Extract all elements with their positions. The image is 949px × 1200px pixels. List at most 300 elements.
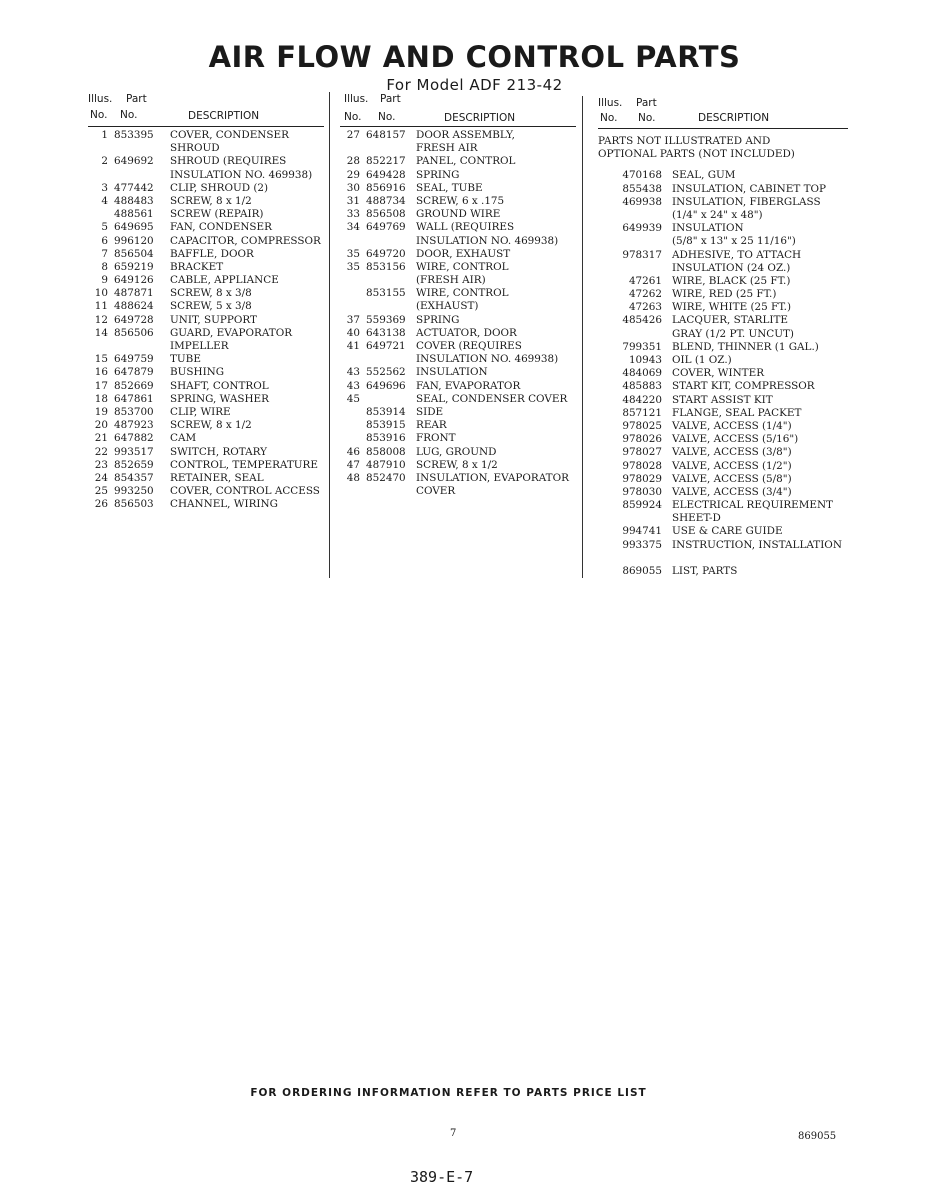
part-description: GUARD, EVAPORATOR — [170, 326, 293, 339]
part-description: COVER (REQUIRES — [416, 340, 522, 352]
illus-number: 23 — [94, 458, 108, 471]
part-description: SCREW, 6 x .175 — [416, 194, 505, 207]
table-row — [340, 327, 576, 340]
part-description: (1/4" x 24" x 48") — [672, 208, 763, 221]
illus-number: 21 — [94, 432, 108, 445]
table-row — [598, 446, 848, 459]
table-row — [340, 314, 576, 327]
part-description: SCREW, 5 x 3/8 — [170, 300, 252, 313]
part-header: Part — [126, 93, 147, 105]
part-number: 649428 — [366, 168, 406, 181]
illus-number: 40 — [346, 326, 360, 339]
illus-number: 22 — [94, 445, 108, 458]
model-subtitle: For Model ADF 213-42 — [386, 76, 563, 94]
illus-number: 17 — [94, 379, 108, 392]
illus-number: 25 — [94, 485, 108, 498]
part-description: INSULATION — [416, 366, 488, 379]
part-description: (FRESH AIR) — [416, 274, 486, 287]
part-number: 559369 — [366, 313, 406, 326]
illus-number: 8 — [101, 260, 108, 273]
part-description: COVER — [416, 485, 456, 498]
part-description: COVER, WINTER — [672, 367, 765, 380]
table-row — [88, 498, 324, 511]
part-description: (5/8" x 13" x 25 11/16") — [672, 235, 796, 248]
illus-number: 5 — [101, 221, 108, 234]
table-row — [340, 129, 576, 142]
illus-number: 1 — [101, 129, 108, 141]
column-header — [340, 93, 576, 129]
part-description: USE & CARE GUIDE — [672, 525, 783, 538]
note-line: OPTIONAL PARTS (NOT INCLUDED) — [598, 148, 795, 161]
part-number: 852669 — [114, 379, 154, 392]
table-row — [88, 182, 324, 195]
part-description: FRONT — [416, 432, 456, 445]
part-number: 10943 — [628, 354, 662, 367]
illus-number: 35 — [346, 247, 360, 260]
part-description: PANEL, CONTROL — [416, 155, 516, 168]
part-description: VALVE, ACCESS (5/8") — [672, 472, 792, 485]
part-number: 856506 — [114, 326, 154, 339]
illus-number: 10 — [94, 287, 108, 300]
table-row — [340, 155, 576, 168]
table-row — [88, 287, 324, 300]
part-number: 859924 — [622, 499, 662, 512]
part-description: INSULATION NO. 469938) — [170, 168, 313, 181]
part-description: SHAFT, CONTROL — [170, 379, 269, 392]
table-row — [598, 249, 848, 262]
part-number: 978028 — [622, 459, 662, 472]
illus-number: 29 — [346, 168, 360, 181]
table-row — [88, 393, 324, 406]
part-number: 854357 — [114, 471, 154, 484]
table-row — [340, 340, 576, 353]
part-description: VALVE, ACCESS (3/4") — [672, 485, 792, 498]
part-number: 484069 — [622, 367, 662, 380]
illus-number: 18 — [94, 392, 108, 405]
illus-number: 41 — [346, 340, 360, 352]
part-description: INSULATION NO. 469938) — [416, 234, 559, 247]
table-row — [88, 353, 324, 366]
illus-number: 46 — [346, 445, 360, 458]
table-row — [88, 169, 324, 182]
part-description: LIST, PARTS — [672, 565, 738, 578]
illus-number: 4 — [101, 194, 108, 207]
part-description: CAM — [170, 432, 197, 445]
part-description: VALVE, ACCESS (3/8") — [672, 446, 792, 459]
part-description: WIRE, RED (25 FT.) — [672, 288, 777, 301]
part-number: 647879 — [114, 366, 154, 379]
part-number: 47263 — [628, 301, 662, 314]
table-row — [598, 341, 848, 354]
table-row — [340, 261, 576, 274]
part-description: VALVE, ACCESS (1/4") — [672, 419, 792, 432]
header-rule — [598, 128, 848, 129]
part-number: 852470 — [366, 471, 406, 484]
description-header: DESCRIPTION — [698, 112, 770, 124]
part-description: SEAL, GUM — [672, 169, 736, 182]
table-row — [340, 274, 576, 287]
part-number: 643138 — [366, 326, 406, 339]
part-description: (EXHAUST) — [416, 300, 479, 313]
part-description: SCREW, 8 x 1/2 — [170, 419, 252, 432]
part-number: 648157 — [366, 129, 406, 141]
part-number: 488561 — [114, 208, 154, 221]
table-row — [340, 472, 576, 485]
column-divider — [329, 92, 330, 578]
part-number: 993517 — [114, 445, 154, 458]
part-description: VALVE, ACCESS (1/2") — [672, 459, 792, 472]
part-description: SCREW, 8 x 1/2 — [416, 458, 498, 471]
part-no-header: No. — [638, 112, 656, 124]
part-number: 993375 — [622, 538, 662, 551]
illus-number: 33 — [346, 208, 360, 221]
part-number: 799351 — [622, 340, 662, 353]
part-number: 487923 — [114, 419, 154, 432]
table-row — [88, 432, 324, 445]
illus-number: 24 — [94, 471, 108, 484]
part-number: 853395 — [114, 129, 154, 141]
part-description: CLIP, SHROUD (2) — [170, 181, 269, 194]
table-row — [598, 539, 848, 552]
illus-no-header: No. — [344, 111, 362, 123]
part-number: 47261 — [628, 274, 662, 287]
illus-number: 26 — [94, 498, 108, 511]
part-number: 993250 — [114, 485, 154, 498]
part-description: SCREW, 8 x 1/2 — [170, 194, 252, 207]
table-row — [340, 366, 576, 379]
table-row — [88, 155, 324, 168]
part-description: BAFFLE, DOOR — [170, 247, 254, 260]
part-number: 649728 — [114, 313, 154, 326]
table-row — [88, 274, 324, 287]
part-number: 485426 — [622, 314, 662, 327]
table-row — [88, 459, 324, 472]
part-description: UNIT, SUPPORT — [170, 313, 257, 326]
ordering-footer: FOR ORDERING INFORMATION REFER TO PARTS PRICE LIST — [250, 1087, 647, 1099]
part-number: 484220 — [622, 393, 662, 406]
table-row — [340, 380, 576, 393]
table-row — [88, 314, 324, 327]
part-description: SCREW, 8 x 3/8 — [170, 287, 252, 300]
part-number: 852217 — [366, 155, 406, 168]
illus-number: 47 — [346, 458, 360, 471]
part-description: COVER, CONDENSER — [170, 129, 289, 141]
table-row — [598, 209, 848, 222]
illus-header: Illus. — [88, 93, 113, 105]
part-number: 649759 — [114, 353, 154, 366]
part-description: CHANNEL, WIRING — [170, 498, 278, 511]
table-row — [598, 235, 848, 248]
part-description: LACQUER, STARLITE — [672, 314, 788, 327]
parts-rows — [598, 169, 848, 578]
column-header — [598, 97, 848, 133]
table-row — [340, 300, 576, 313]
illus-number: 12 — [94, 313, 108, 326]
illus-number: 2 — [101, 155, 108, 168]
part-number: 978029 — [622, 472, 662, 485]
table-row — [598, 420, 848, 433]
note-line: PARTS NOT ILLUSTRATED AND — [598, 135, 771, 147]
table-row — [88, 300, 324, 313]
table-row — [598, 314, 848, 327]
part-description: COVER, CONTROL ACCESS — [170, 485, 320, 498]
part-number: 488734 — [366, 194, 406, 207]
part-number: 649769 — [366, 221, 406, 234]
part-description: LUG, GROUND — [416, 445, 497, 458]
part-description: WIRE, WHITE (25 FT.) — [672, 301, 792, 314]
illus-no-header: No. — [600, 112, 618, 124]
part-number: 856508 — [366, 208, 406, 221]
page-number: 7 — [450, 1128, 457, 1139]
part-number: 857121 — [622, 406, 662, 419]
part-description: SCREW (REPAIR) — [170, 208, 264, 221]
illus-number: 6 — [101, 234, 108, 247]
table-row — [88, 248, 324, 261]
part-description: WALL (REQUIRES — [416, 221, 515, 234]
part-number: 659219 — [114, 260, 154, 273]
table-row — [598, 407, 848, 420]
part-description: RETAINER, SEAL — [170, 471, 264, 484]
not-illustrated-note — [598, 135, 848, 161]
table-row — [598, 183, 848, 196]
part-description: WIRE, CONTROL — [416, 260, 509, 273]
table-row — [88, 419, 324, 432]
table-row — [598, 499, 848, 512]
table-row — [598, 328, 848, 341]
part-description: FAN, CONDENSER — [170, 221, 272, 234]
part-number: 978030 — [622, 485, 662, 498]
table-row — [88, 235, 324, 248]
part-description: SHEET-D — [672, 512, 721, 525]
table-row — [598, 275, 848, 288]
table-row — [598, 288, 848, 301]
illus-number: 43 — [346, 366, 360, 379]
description-header: DESCRIPTION — [188, 110, 260, 122]
illus-number: 16 — [94, 366, 108, 379]
table-row — [598, 394, 848, 407]
document-number: 869055 — [798, 1131, 837, 1142]
table-row — [340, 248, 576, 261]
table-row — [340, 446, 576, 459]
illus-number: 37 — [346, 313, 360, 326]
illus-header: Illus. — [344, 93, 369, 105]
illus-number: 28 — [346, 155, 360, 168]
table-row — [598, 486, 848, 499]
illus-number: 14 — [94, 326, 108, 339]
part-number: 869055 — [622, 565, 662, 578]
table-row — [340, 485, 576, 498]
illus-number: 43 — [346, 379, 360, 392]
part-description: SEAL, CONDENSER COVER — [416, 392, 568, 405]
table-row — [88, 195, 324, 208]
part-description: GROUND WIRE — [416, 208, 501, 221]
part-number: 649692 — [114, 155, 154, 168]
table-row — [340, 393, 576, 406]
part-no-header: No. — [120, 109, 138, 121]
table-row — [340, 195, 576, 208]
part-description: CAPACITOR, COMPRESSOR — [170, 234, 321, 247]
illus-number: 20 — [94, 419, 108, 432]
part-header: Part — [380, 93, 401, 105]
part-description: SPRING — [416, 168, 460, 181]
part-description: FLANGE, SEAL PACKET — [672, 406, 802, 419]
table-row — [340, 406, 576, 419]
part-number: 853916 — [366, 432, 406, 445]
part-description: SPRING, WASHER — [170, 392, 269, 405]
part-number: 488483 — [114, 194, 154, 207]
part-number: 487910 — [366, 458, 406, 471]
header-rule — [340, 126, 576, 127]
parts-rows — [88, 129, 324, 511]
part-description: DOOR ASSEMBLY, — [416, 129, 515, 141]
part-description: CABLE, APPLIANCE — [170, 274, 279, 287]
part-number: 996120 — [114, 234, 154, 247]
table-row — [88, 366, 324, 379]
illus-number: 30 — [346, 181, 360, 194]
part-number: 853914 — [366, 405, 406, 418]
part-number: 485883 — [622, 380, 662, 393]
table-row — [340, 235, 576, 248]
part-number: 856916 — [366, 181, 406, 194]
part-description: SWITCH, ROTARY — [170, 445, 268, 458]
part-number: 853700 — [114, 405, 154, 418]
part-description: INSULATION, CABINET TOP — [672, 182, 827, 195]
part-description: VALVE, ACCESS (5/16") — [672, 433, 799, 446]
table-row — [88, 129, 324, 142]
part-description: SPRING — [416, 313, 460, 326]
part-description: IMPELLER — [170, 340, 229, 352]
part-number: 470168 — [622, 169, 662, 182]
part-description: INSTRUCTION, INSTALLATION — [672, 538, 842, 551]
parts-rows — [340, 129, 576, 498]
part-number: 647882 — [114, 432, 154, 445]
part-description: REAR — [416, 419, 447, 432]
table-row — [598, 222, 848, 235]
table-row — [598, 473, 848, 486]
table-row — [598, 380, 848, 393]
table-row — [340, 169, 576, 182]
part-description: BUSHING — [170, 366, 225, 379]
table-row — [340, 142, 576, 155]
part-number: 856504 — [114, 247, 154, 260]
parts-column-1 — [88, 93, 324, 511]
part-number: 552562 — [366, 366, 406, 379]
table-row — [598, 169, 848, 182]
part-number: 477442 — [114, 181, 154, 194]
illus-number: 11 — [94, 300, 108, 313]
part-description: GRAY (1/2 PT. UNCUT) — [672, 327, 794, 340]
part-description: OIL (1 OZ.) — [672, 354, 732, 367]
table-row — [598, 262, 848, 275]
description-header: DESCRIPTION — [444, 112, 516, 124]
illus-number: 19 — [94, 405, 108, 418]
illus-number: 35 — [346, 260, 360, 273]
part-number: 649939 — [622, 222, 662, 235]
table-row — [88, 327, 324, 340]
illus-number: 34 — [346, 221, 360, 234]
table-row — [88, 221, 324, 234]
table-row — [88, 485, 324, 498]
table-row — [598, 301, 848, 314]
part-number: 978026 — [622, 433, 662, 446]
table-row — [598, 565, 848, 578]
part-description: CONTROL, TEMPERATURE — [170, 458, 318, 471]
illus-number: 9 — [101, 274, 108, 287]
table-row — [598, 512, 848, 525]
part-description: BRACKET — [170, 260, 224, 273]
table-row — [88, 472, 324, 485]
illus-number: 3 — [101, 181, 108, 194]
table-row — [88, 208, 324, 221]
part-header: Part — [636, 97, 657, 109]
part-description: FRESH AIR — [416, 142, 478, 155]
part-description: INSULATION — [672, 222, 744, 235]
column-divider — [582, 96, 583, 578]
part-number: 852659 — [114, 458, 154, 471]
illus-number: 15 — [94, 353, 108, 366]
table-row — [340, 459, 576, 472]
part-number: 649720 — [366, 247, 406, 260]
illus-number: 48 — [346, 471, 360, 484]
table-row — [598, 367, 848, 380]
part-description: SHROUD — [170, 142, 220, 155]
table-row — [88, 446, 324, 459]
illus-number: 45 — [346, 392, 360, 405]
part-description: WIRE, CONTROL — [416, 287, 509, 300]
table-row — [88, 142, 324, 155]
part-description: CLIP, WIRE — [170, 405, 231, 418]
table-row — [88, 380, 324, 393]
table-row — [340, 419, 576, 432]
table-row — [598, 552, 848, 565]
table-row — [88, 406, 324, 419]
part-number: 649695 — [114, 221, 154, 234]
part-number: 488624 — [114, 300, 154, 313]
part-description: ADHESIVE, TO ATTACH — [672, 248, 802, 261]
part-description: FAN, EVAPORATOR — [416, 379, 521, 392]
header-rule — [88, 126, 324, 127]
part-number: 994741 — [622, 525, 662, 538]
part-description: WIRE, BLACK (25 FT.) — [672, 274, 791, 287]
column-header — [88, 93, 324, 129]
part-description: INSULATION, FIBERGLASS — [672, 195, 821, 208]
table-row — [88, 261, 324, 274]
part-no-header: No. — [378, 111, 396, 123]
part-number: 853915 — [366, 419, 406, 432]
table-row — [598, 460, 848, 473]
table-row — [88, 340, 324, 353]
illus-header: Illus. — [598, 97, 623, 109]
part-description: SIDE — [416, 405, 444, 418]
table-row — [598, 525, 848, 538]
table-row — [340, 182, 576, 195]
part-number: 978317 — [622, 248, 662, 261]
parts-column-2 — [340, 93, 576, 498]
part-description: SHROUD (REQUIRES — [170, 155, 287, 168]
part-description: INSULATION NO. 469938) — [416, 353, 559, 366]
part-description: ELECTRICAL REQUIREMENT — [672, 499, 833, 512]
table-row — [598, 196, 848, 209]
table-row — [340, 221, 576, 234]
part-number: 853155 — [366, 287, 406, 300]
part-number: 649721 — [366, 340, 406, 352]
page-title: AIR FLOW AND CONTROL PARTS — [208, 40, 741, 74]
illus-number: 7 — [101, 247, 108, 260]
table-row — [340, 432, 576, 445]
table-row — [340, 353, 576, 366]
part-number: 469938 — [622, 195, 662, 208]
part-description: START KIT, COMPRESSOR — [672, 380, 815, 393]
